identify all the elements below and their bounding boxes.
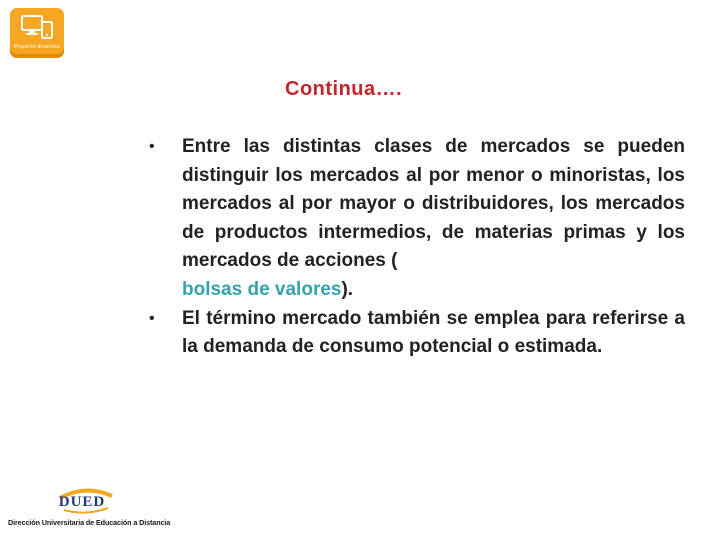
dued-logo — [8, 486, 171, 536]
dued-subtitle: Dirección Universitaria de Educación a Distancia — [8, 518, 171, 527]
dued-name: DUED — [58, 494, 106, 510]
bullet-icon: • — [149, 138, 155, 155]
bullet-item-markets — [147, 133, 685, 305]
bolsas-de-valores-link[interactable]: bolsas de valores — [182, 278, 342, 300]
bullet-icon: • — [149, 309, 155, 327]
devices-icon — [20, 14, 54, 42]
top-left-badge — [10, 8, 64, 58]
bullet-text: El término mercado también se emplea para referirse a la demanda de consumo potencial o estimada. — [182, 307, 685, 358]
bullet-item-term — [147, 305, 685, 362]
bullet-list — [147, 133, 685, 362]
bullet-text: Entre las distintas clases de mercados se pueden distinguir los mercados al por menor o minoristas, los mercados al por mayor o distribuidores, los mercados de productos intermedios, de materias primas y los mercados de acciones ( — [182, 136, 685, 272]
badge-caption: Proyecto dinámico — [13, 44, 61, 50]
slide-title: Continua…. — [285, 78, 403, 100]
bullet-text-end: ). — [341, 278, 354, 300]
